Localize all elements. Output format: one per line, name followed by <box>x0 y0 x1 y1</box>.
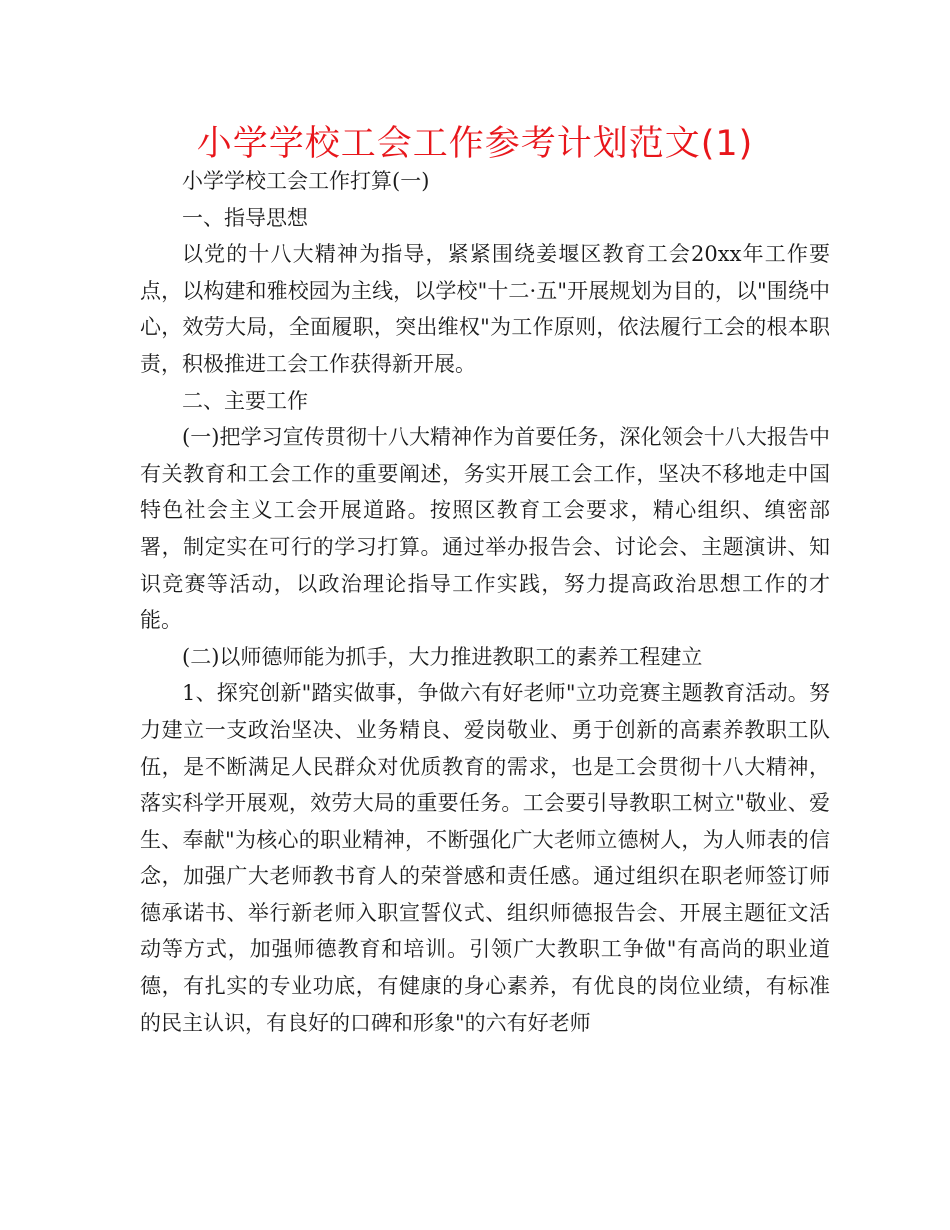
section-subtitle: 小学学校工会工作打算(一) <box>182 169 430 193</box>
document-body <box>140 163 830 1041</box>
heading-main-work: 二、主要工作 <box>182 388 308 413</box>
paragraph-guiding-ideology: 以党的十八大精神为指导，紧紧围绕姜堰区教育工会20xx年工作要点，以构建和雅校园为主线，以学校"十二·五"开展规划为目的，以"围绕中心，效劳大局，全面履职，突出维权"为工作原则，依法履行工会的根本职责，积极推进工会工作获得新开展。 <box>140 242 830 376</box>
heading-guiding-ideology: 一、指导思想 <box>182 205 308 230</box>
paragraph-work-item-2-1: 1、探究创新"踏实做事，争做六有好老师"立功竞赛主题教育活动。努力建立一支政治坚决、业务精良、爱岗敬业、勇于创新的高素养教职工队伍，是不断满足人民群众对优质教育的需求，也是工会贯彻十八大精神，落实科学开展观，效劳大局的重要任务。工会要引导教职工树立"敬业、爱生、奉献"为核心的职业精神，不断强化广大老师立德树人，为人师表的信念，加强广大老师教书育人的荣誉感和责任感。通过组织在职老师签订师德承诺书、举行新老师入职宣誓仪式、组织师德报告会、开展主题征文活动等方式，加强师德教育和培训。引领广大教职工争做"有高尚的职业道德，有扎实的专业功底，有健康的身心素养，有优良的岗位业绩，有标准的民主认识，有良好的口碑和形象"的六有好老师 <box>140 681 830 1035</box>
heading-work-item-2: (二)以师德师能为抓手，大力推进教职工的素养工程建立 <box>182 644 703 669</box>
paragraph-work-item-1: (一)把学习宣传贯彻十八大精神作为首要任务，深化领会十八大报告中有关教育和工会工作的重要阐述，务实开展工会工作，坚决不移地走中国特色社会主义工会开展道路。按照区教育工会要求，精心组织、缜密部署，制定实在可行的学习打算。通过举办报告会、讨论会、主题演讲、知识竞赛等活动，以政治理论指导工作实践，努力提高政治思想工作的才能。 <box>140 425 830 633</box>
document-title: 小学学校工会工作参考计划范文(1) <box>196 124 754 164</box>
